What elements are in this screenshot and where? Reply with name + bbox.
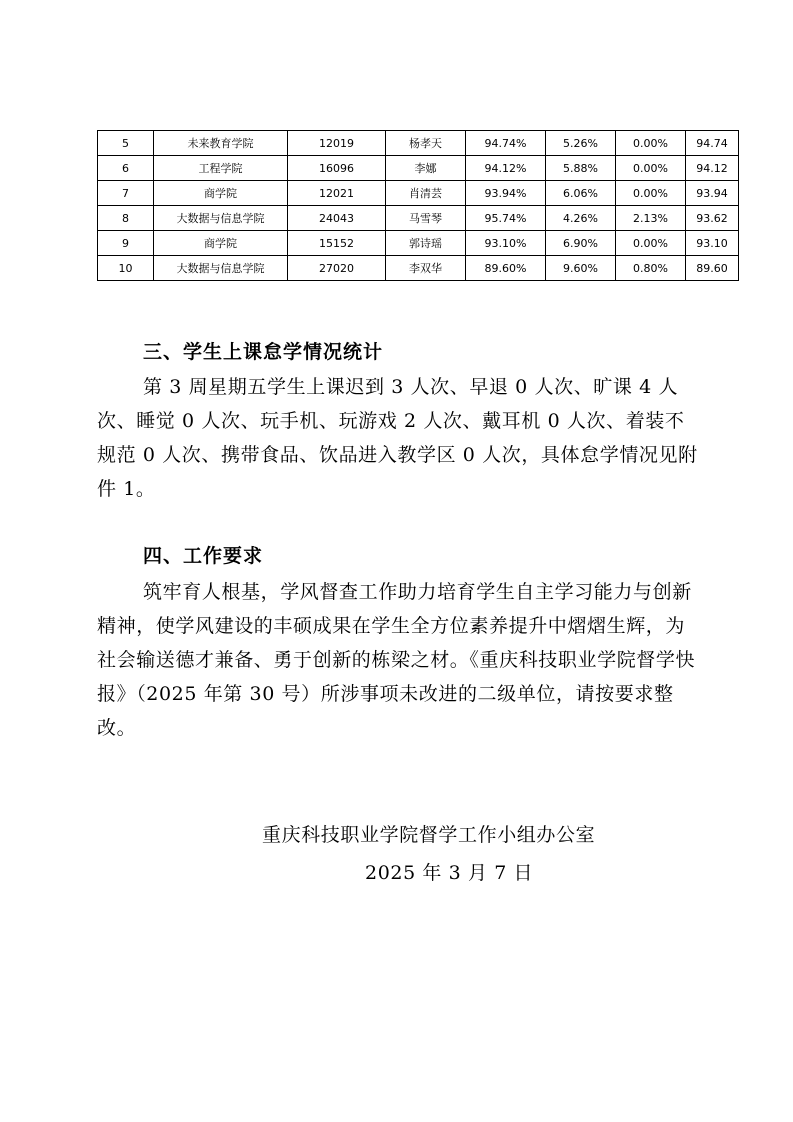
table-row (98, 231, 739, 256)
table-cell: 工程学院 (154, 156, 288, 181)
section4-body (97, 575, 701, 745)
section4-body-text: 筑牢育人根基，学风督查工作助力培育学生自主学习能力与创新精神，使学风建设的丰硕成果在学生全方位素养提升中熠熠生辉，为社会输送德才兼备、勇于创新的栋梁之材。《重庆科技职业学院督学快报》（2025 年第 30 号）所涉事项未改进的二级单位，请按要求整改。 (97, 581, 696, 739)
table-cell: 8 (98, 206, 154, 231)
section4-heading: 四、工作要求 (143, 545, 264, 567)
table-cell: 89.60% (466, 256, 546, 281)
table-cell: 93.94 (686, 181, 739, 206)
table-row (98, 131, 739, 156)
table-cell: 5 (98, 131, 154, 156)
table-cell: 94.74% (466, 131, 546, 156)
table-cell: 16096 (288, 156, 386, 181)
table-cell: 6.06% (546, 181, 616, 206)
table-cell: 杨孝天 (386, 131, 466, 156)
table-cell: 李娜 (386, 156, 466, 181)
table-cell: 12021 (288, 181, 386, 206)
table-cell: 0.00% (616, 231, 686, 256)
table-cell: 0.80% (616, 256, 686, 281)
score-table (97, 130, 739, 281)
table-cell: 5.88% (546, 156, 616, 181)
table-cell: 7 (98, 181, 154, 206)
table-cell: 肖清芸 (386, 181, 466, 206)
table-cell: 93.62 (686, 206, 739, 231)
table-cell: 商学院 (154, 181, 288, 206)
signature-office: 重庆科技职业学院督学工作小组办公室 (262, 824, 596, 846)
table-cell: 94.12% (466, 156, 546, 181)
table-cell: 李双华 (386, 256, 466, 281)
table-cell: 0.00% (616, 156, 686, 181)
table-cell: 2.13% (616, 206, 686, 231)
table-cell: 12019 (288, 131, 386, 156)
table-cell: 0.00% (616, 131, 686, 156)
table-row (98, 206, 739, 231)
section3-heading: 三、学生上课怠学情况统计 (143, 341, 384, 363)
table-row (98, 156, 739, 181)
table-cell: 94.74 (686, 131, 739, 156)
table-cell: 27020 (288, 256, 386, 281)
table-cell: 9.60% (546, 256, 616, 281)
table-cell: 马雪琴 (386, 206, 466, 231)
table-cell: 未来教育学院 (154, 131, 288, 156)
table-cell: 大数据与信息学院 (154, 206, 288, 231)
table-cell: 6.90% (546, 231, 616, 256)
table-cell: 4.26% (546, 206, 616, 231)
table-row (98, 181, 739, 206)
table-row (98, 256, 739, 281)
table-cell: 93.94% (466, 181, 546, 206)
table-cell: 95.74% (466, 206, 546, 231)
table-cell: 24043 (288, 206, 386, 231)
table-cell: 9 (98, 231, 154, 256)
table-cell: 94.12 (686, 156, 739, 181)
table-cell: 郭诗瑶 (386, 231, 466, 256)
table-cell: 93.10% (466, 231, 546, 256)
signature-date: 2025 年 3 月 7 日 (365, 862, 534, 884)
table-cell: 93.10 (686, 231, 739, 256)
section3-body-text: 第 3 周星期五学生上课迟到 3 人次、早退 0 人次、旷课 4 人次、睡觉 0 人次、玩手机、玩游戏 2 人次、戴耳机 0 人次、着装不规范 0 人次、携带食品、饮品进入教学区 0 人次，具体怠学情况见附件 1。 (97, 376, 698, 500)
table-cell: 15152 (288, 231, 386, 256)
table-cell: 大数据与信息学院 (154, 256, 288, 281)
table-cell: 5.26% (546, 131, 616, 156)
table-cell: 6 (98, 156, 154, 181)
table-cell: 10 (98, 256, 154, 281)
table-cell: 商学院 (154, 231, 288, 256)
table-cell: 89.60 (686, 256, 739, 281)
table-cell: 0.00% (616, 181, 686, 206)
section3-body (97, 370, 701, 506)
